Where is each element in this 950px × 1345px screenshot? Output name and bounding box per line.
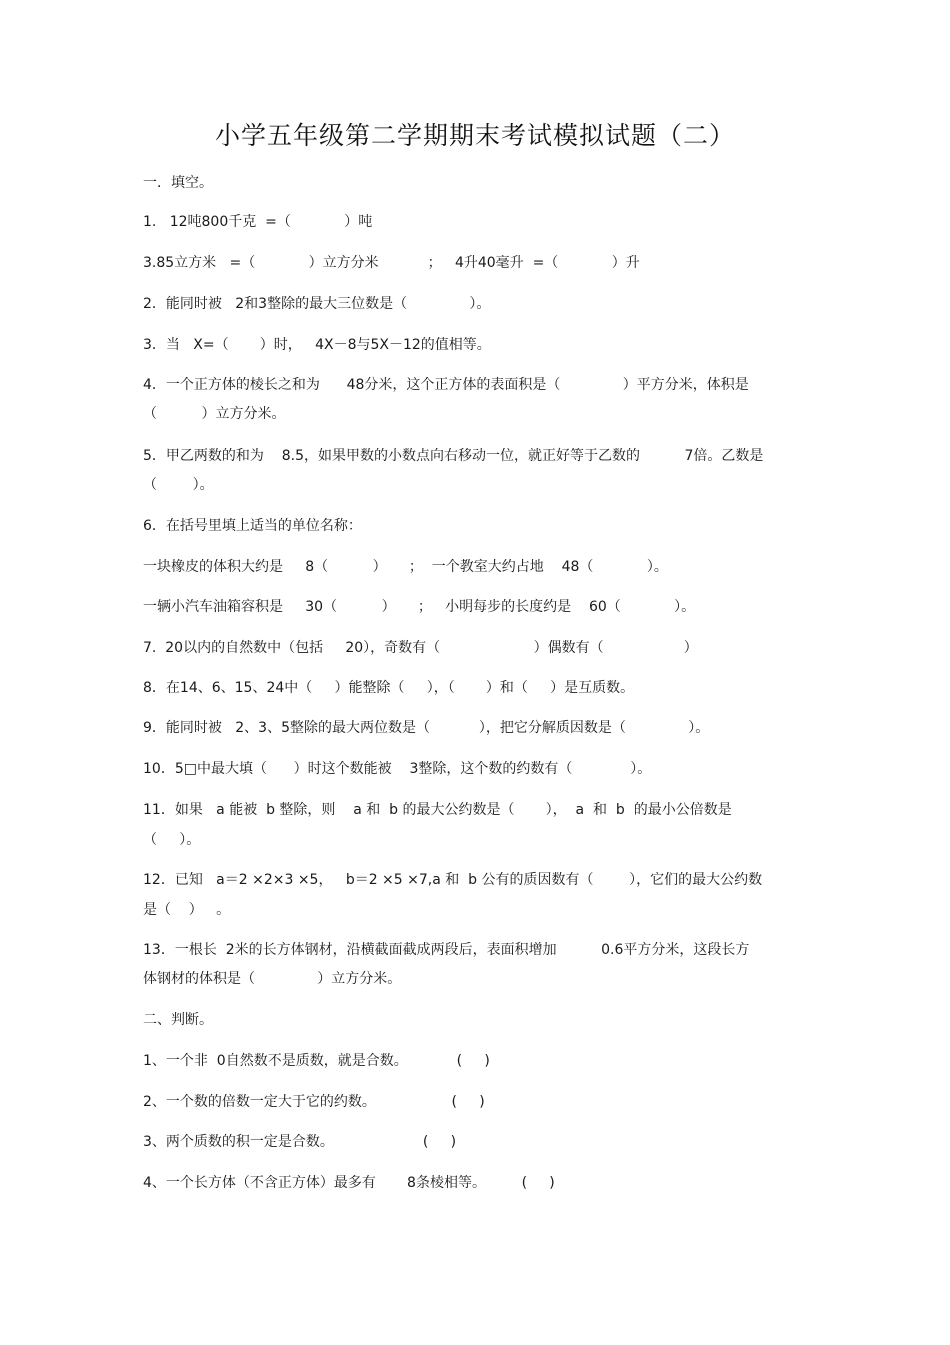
judge-line: 3、两个质数的积一定是合数。 ( ) (143, 1134, 457, 1150)
question-line: 12．已知 a＝2 ×2×3 ×5， b＝2 ×5 ×7,a 和 b 公有的质因数有（ ），它们的最大公约数 (143, 872, 763, 888)
question-line: 3．当 X=（ ）时， 4X－8与5X－12的值相等。 (143, 337, 491, 353)
question-line: （ ）。 (143, 477, 214, 493)
question-line: 1. 12吨800千克 =（ ）吨 (143, 214, 373, 230)
question-line: 2．能同时被 2和3整除的最大三位数是（ ）。 (143, 296, 491, 312)
question-line: （ ）立方分米。 (143, 406, 286, 422)
question-line: 6．在括号里填上适当的单位名称： (143, 518, 362, 534)
page-title: 小学五年级第二学期期末考试模拟试题（二） (214, 121, 735, 150)
question-line: （ ）。 (143, 832, 201, 848)
question-line: 11．如果 a 能被 b 整除，则 a 和 b 的最大公约数是（ ）， a 和 b 的最小公倍数是 (143, 802, 732, 818)
question-line: 是（ ） 。 (143, 902, 231, 918)
question-line: 3.85立方米 =（ ）立方分米 ； 4升40毫升 =（ ）升 (143, 255, 640, 271)
judge-line: 2、一个数的倍数一定大于它的约数。 ( ) (143, 1094, 485, 1110)
question-line: 8．在14、6、15、24中（ ）能整除（ ），（ ）和（ ）是互质数。 (143, 680, 635, 696)
question-line: 体钢材的体积是（ ）立方分米。 (143, 971, 402, 987)
question-line: 一辆小汽车油箱容积是 30（ ） ； 小明每步的长度约是 60（ ）。 (143, 599, 696, 615)
question-line: 5．甲乙两数的和为 8.5，如果甲数的小数点向右移动一位，就正好等于乙数的 7倍。乙数是 (143, 448, 764, 464)
question-line: 9．能同时被 2、3、5整除的最大两位数是（ ），把它分解质因数是（ ）。 (143, 720, 710, 736)
question-line: 13．一根长 2米的长方体钢材，沿横截面截成两段后，表面积增加 0.6平方分米，这段长方 (143, 942, 750, 958)
question-line: 10．5□中最大填（ ）时这个数能被 3整除，这个数的约数有（ ）。 (143, 761, 652, 777)
question-line: 一块橡皮的体积大约是 8（ ） ； 一个教室大约占地 48（ ）。 (143, 559, 668, 575)
section-heading-judge: 二、判断。 (143, 1012, 213, 1028)
section-heading-fill-blank: 一．填空。 (143, 175, 213, 191)
question-line: 4．一个正方体的棱长之和为 48分米，这个正方体的表面积是（ ）平方分米，体积是 (143, 377, 749, 393)
judge-line: 1、一个非 0自然数不是质数，就是合数。 ( ) (143, 1053, 490, 1069)
judge-line: 4、一个长方体（不含正方体）最多有 8条棱相等。 ( ) (143, 1175, 555, 1191)
question-line: 7. 20以内的自然数中（包括 20），奇数有（ ）偶数有（ ） (143, 640, 698, 656)
